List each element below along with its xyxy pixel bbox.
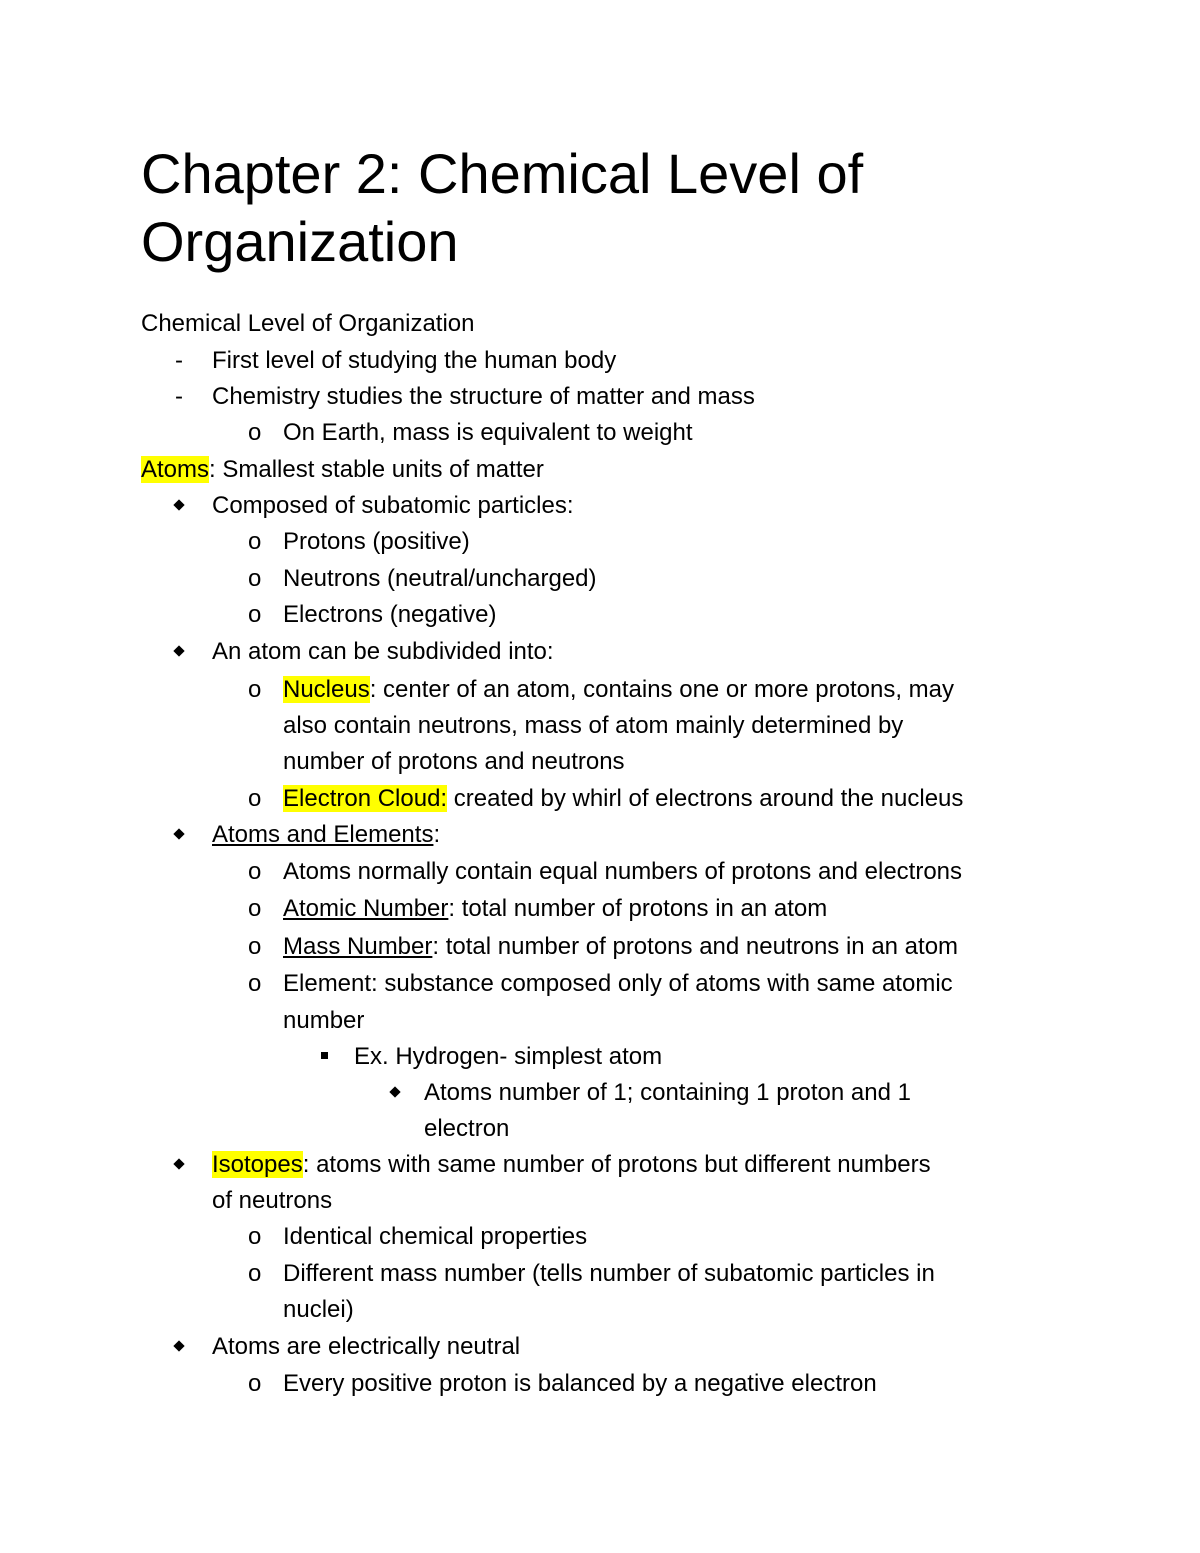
underlined-term: Atomic Number <box>283 895 449 922</box>
list-item: On Earth, mass is equivalent to weight <box>283 419 693 446</box>
circle-marker: o <box>248 895 262 922</box>
definition-text: : center of an atom, contains one or more protons, may <box>369 676 955 703</box>
list-item-continuation: electron <box>424 1115 510 1142</box>
underlined-term: Mass Number <box>283 933 433 960</box>
circle-marker: o <box>248 528 262 555</box>
list-item <box>212 1147 931 1183</box>
list-item-continuation: number <box>283 1007 365 1034</box>
square-bullet-icon <box>321 1052 328 1059</box>
circle-marker: o <box>248 1223 262 1250</box>
highlighted-term: Atoms <box>141 456 210 483</box>
list-item-continuation: number of protons and neutrons <box>283 748 625 775</box>
circle-marker: o <box>248 858 262 885</box>
list-item: Element: substance composed only of atoms with same atomic <box>283 970 953 997</box>
list-item-continuation: also contain neutrons, mass of atom mainly determined by <box>283 712 904 739</box>
underlined-term: Atoms and Elements <box>212 821 434 848</box>
page-title: Chapter 2: Chemical Level of Organization <box>141 142 864 273</box>
list-item: Chemistry studies the structure of matter and mass <box>212 383 755 410</box>
bullet-icon <box>173 1158 184 1169</box>
highlighted-term: Nucleus <box>283 676 370 703</box>
circle-marker: o <box>248 1370 262 1397</box>
bullet-marker <box>175 634 215 670</box>
dash-marker: - <box>175 347 183 374</box>
circle-marker: o <box>248 970 262 997</box>
bullet-marker <box>175 1329 215 1365</box>
circle-marker: o <box>248 785 262 812</box>
list-item <box>283 672 954 708</box>
highlighted-term: Isotopes <box>212 1151 303 1178</box>
section-heading: Chemical Level of Organization <box>141 310 475 337</box>
list-item: Atoms normally contain equal numbers of protons and electrons <box>283 858 963 885</box>
list-item-continuation: nuclei) <box>283 1296 354 1323</box>
circle-marker: o <box>248 565 262 592</box>
bullet-marker <box>175 1147 215 1183</box>
circle-marker: o <box>248 1260 262 1287</box>
definition-text: created by whirl of electrons around the nucleus <box>447 785 964 812</box>
list-item: Neutrons (neutral/uncharged) <box>283 565 597 592</box>
highlighted-term: Electron Cloud: <box>283 785 448 812</box>
definition-text: : total number of protons in an atom <box>448 895 828 922</box>
list-item: Atoms number of 1; containing 1 proton and 1 <box>424 1079 911 1106</box>
list-item: Identical chemical properties <box>283 1223 588 1250</box>
definition-text: : total number of protons and neutrons in an atom <box>432 933 959 960</box>
bullet-icon <box>173 1340 184 1351</box>
atoms-definition <box>141 452 544 488</box>
bullet-icon <box>389 1086 400 1097</box>
dash-marker: - <box>175 383 183 410</box>
circle-marker: o <box>248 601 262 628</box>
list-item: First level of studying the human body <box>212 347 617 374</box>
list-item: Composed of subatomic particles: <box>212 492 574 519</box>
circle-marker: o <box>248 676 262 703</box>
circle-marker: o <box>248 419 262 446</box>
list-item <box>283 781 963 817</box>
list-item <box>283 929 958 965</box>
list-item: Atoms are electrically neutral <box>212 1333 521 1360</box>
circle-marker: o <box>248 933 262 960</box>
definition-text: : atoms with same number of protons but different numbers <box>302 1151 931 1178</box>
colon-text: : <box>433 821 441 848</box>
list-item: Every positive proton is balanced by a negative electron <box>283 1370 877 1397</box>
list-item <box>283 891 827 927</box>
list-item: Protons (positive) <box>283 528 470 555</box>
list-item <box>212 817 440 853</box>
list-item-continuation: of neutrons <box>212 1187 333 1214</box>
list-item: Ex. Hydrogen- simplest atom <box>354 1043 663 1070</box>
bullet-marker <box>175 488 215 524</box>
list-item: An atom can be subdivided into: <box>212 638 554 665</box>
bullet-marker <box>175 817 215 853</box>
bullet-icon <box>173 645 184 656</box>
list-item: Different mass number (tells number of subatomic particles in <box>283 1260 935 1287</box>
definition-text: : Smallest stable units of matter <box>209 456 544 483</box>
bullet-icon <box>173 499 184 510</box>
list-item: Electrons (negative) <box>283 601 497 628</box>
bullet-icon <box>173 828 184 839</box>
